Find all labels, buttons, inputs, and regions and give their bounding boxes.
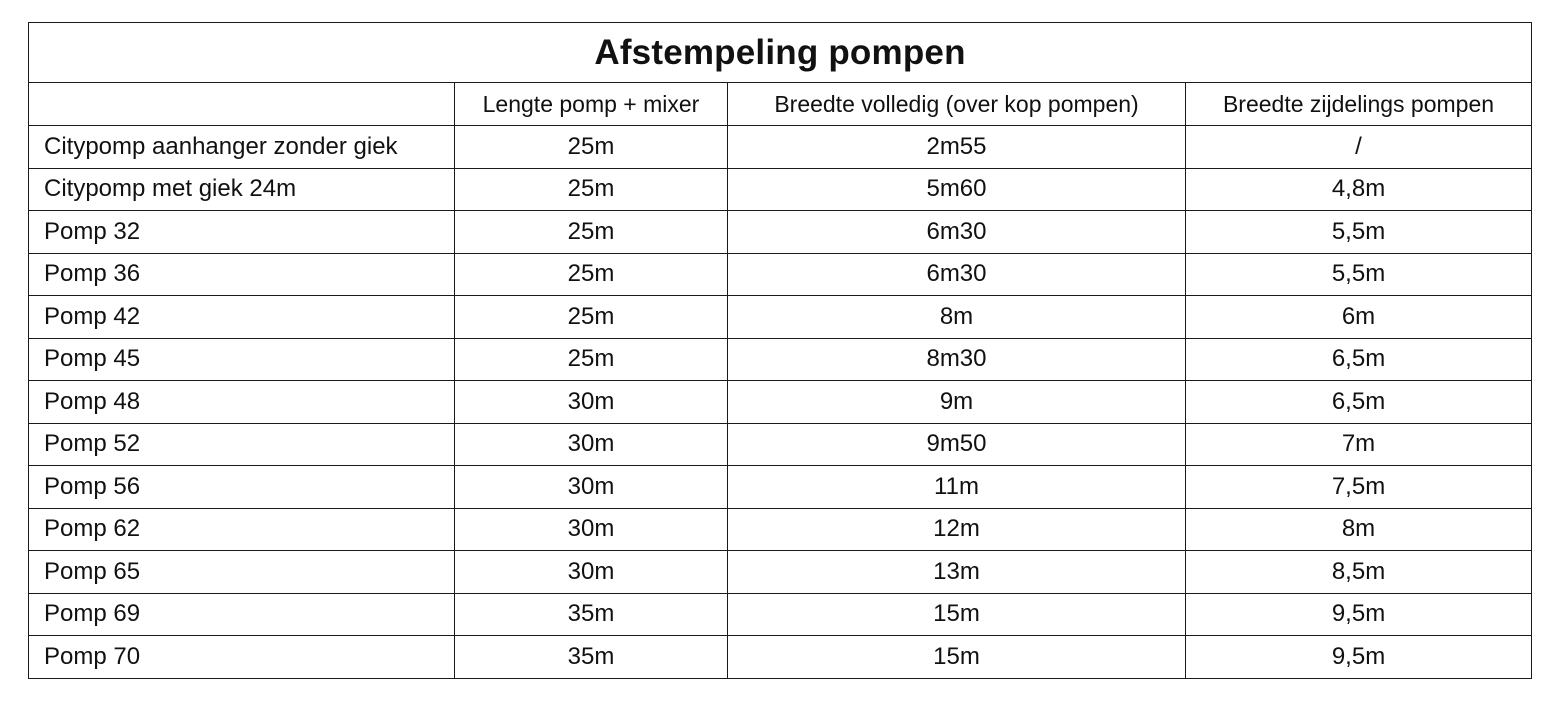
table-row [29,466,1532,509]
table-row [29,211,1532,254]
pump-length: 30m [455,466,728,509]
pump-side-width: 9,5m [1186,593,1532,636]
pump-name: Pomp 69 [29,593,455,636]
table-row [29,551,1532,594]
pump-name: Pomp 45 [29,338,455,381]
pump-full-width: 9m50 [728,423,1186,466]
pump-full-width: 5m60 [728,168,1186,211]
table-title: Afstempeling pompen [29,23,1532,83]
pump-length: 25m [455,126,728,169]
pump-side-width: 9,5m [1186,636,1532,679]
pump-full-width: 13m [728,551,1186,594]
table-row [29,593,1532,636]
pump-full-width: 11m [728,466,1186,509]
pump-full-width: 8m [728,296,1186,339]
header-row [29,83,1532,126]
pump-name: Pomp 52 [29,423,455,466]
header-full-width: Breedte volledig (over kop pompen) [728,83,1186,126]
pump-name: Pomp 62 [29,508,455,551]
table-row [29,296,1532,339]
table-row [29,253,1532,296]
table-row [29,508,1532,551]
table-row [29,381,1532,424]
table-body [29,126,1532,679]
table-row [29,423,1532,466]
pump-table [28,22,1532,679]
table-row [29,338,1532,381]
pump-side-width: 7,5m [1186,466,1532,509]
pump-side-width: 6,5m [1186,381,1532,424]
pump-full-width: 8m30 [728,338,1186,381]
pump-length: 35m [455,636,728,679]
title-row [29,23,1532,83]
pump-length: 35m [455,593,728,636]
pump-name: Citypomp aanhanger zonder giek [29,126,455,169]
pump-name: Pomp 56 [29,466,455,509]
pump-side-width: 6,5m [1186,338,1532,381]
pump-length: 25m [455,296,728,339]
pump-full-width: 12m [728,508,1186,551]
pump-length: 25m [455,168,728,211]
pump-side-width: / [1186,126,1532,169]
header-side-width: Breedte zijdelings pompen [1186,83,1532,126]
pump-name: Pomp 48 [29,381,455,424]
header-length: Lengte pomp + mixer [455,83,728,126]
pump-length: 25m [455,211,728,254]
pump-length: 25m [455,338,728,381]
pump-name: Pomp 36 [29,253,455,296]
pump-side-width: 7m [1186,423,1532,466]
pump-full-width: 6m30 [728,211,1186,254]
pump-full-width: 15m [728,636,1186,679]
pump-side-width: 6m [1186,296,1532,339]
pump-name: Pomp 32 [29,211,455,254]
pump-length: 25m [455,253,728,296]
table-row [29,126,1532,169]
pump-side-width: 8m [1186,508,1532,551]
pump-full-width: 9m [728,381,1186,424]
pump-name: Citypomp met giek 24m [29,168,455,211]
header-cell-empty [29,83,455,126]
table-row [29,636,1532,679]
pump-full-width: 6m30 [728,253,1186,296]
pump-name: Pomp 65 [29,551,455,594]
pump-side-width: 4,8m [1186,168,1532,211]
pump-table-container [28,22,1531,679]
pump-side-width: 5,5m [1186,253,1532,296]
pump-length: 30m [455,551,728,594]
pump-full-width: 15m [728,593,1186,636]
pump-full-width: 2m55 [728,126,1186,169]
pump-name: Pomp 70 [29,636,455,679]
pump-side-width: 8,5m [1186,551,1532,594]
pump-length: 30m [455,508,728,551]
pump-length: 30m [455,381,728,424]
pump-length: 30m [455,423,728,466]
pump-name: Pomp 42 [29,296,455,339]
pump-side-width: 5,5m [1186,211,1532,254]
table-row [29,168,1532,211]
